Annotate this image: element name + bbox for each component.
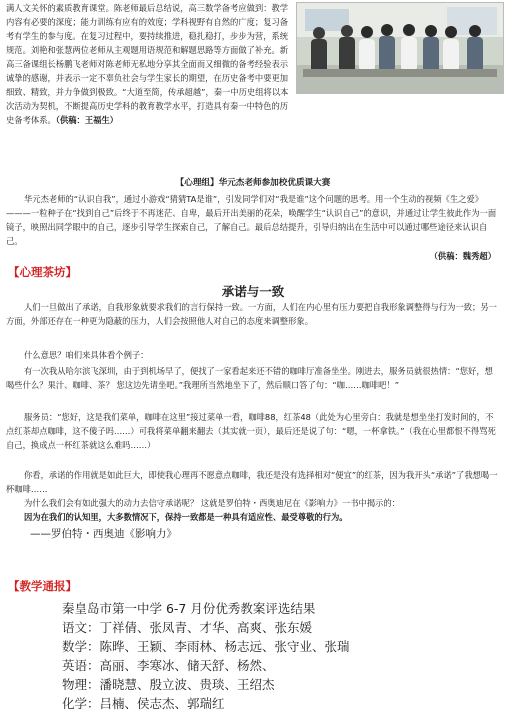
article-paragraph-1: 人们一旦做出了承诺，自我形象就要求我们的言行保持一致。一方面，人们在内心里有压力要把自我形象调整得与行为一致；另一方面，外部还存在一种更为隐蔽的压力，人们会按照他人对自己的态度来调整形象。 (6, 302, 497, 326)
psych-group-credit: （供稿：魏秀超） (429, 251, 496, 261)
list-item: 英语：高丽、李寒冰、储天舒、杨然、 (62, 658, 275, 673)
group-photo (296, 2, 504, 94)
list-item: 语文：丁祥倩、张凤青、才华、高爽、张东媛 (62, 620, 313, 635)
list-item: 物理：潘晓慧、殷立波、贵琰、王绍杰 (62, 677, 275, 692)
excellent-lesson-plan-list (62, 599, 502, 713)
article-author: ——罗伯特・西奥迪《影响力》 (30, 528, 177, 540)
list-item: 化学：吕楠、侯志杰、郭瑞红 (62, 696, 225, 711)
article-paragraph-5: 你看，承诺的作用就是如此巨大，即使我心理再不愿意点咖啡，我还是没有选择相对“便宜”的红茶，因为我开头“承诺”了我想喝一杯咖啡…… (6, 470, 498, 494)
bulletin-title: 秦皇岛市第一中学 6-7 月份优秀教案评选结果 (62, 601, 316, 616)
article-paragraph-3: 有一次我从哈尔滨飞深圳，由于到机场早了，便找了一家看起来还不错的咖啡厅准备坐坐。刚进去，服务员就很热情：“您好，想喝些什么？果汁、咖啡、茶？ 您这边先请坐吧。”我理所当然地坐下了，然后顺口答了句：“咖……咖啡吧！” (6, 366, 493, 390)
article-title: 承诺与一致 (221, 284, 285, 299)
article-paragraph-4: 服务员：“您好，这是我们菜单，咖啡在这里”接过菜单一看，咖啡88，红茶48（此处为心里旁白：我就是想坐坐打发时间的，不点红茶却点咖啡，这不傻子吗……）可我将菜单翻来翻去（其实就一页），最后还是说了句：“嗯，一杯拿铁。”（我在心里都恨不得骂死自己，换成点一杯红茶就这么难吗……） (6, 412, 496, 450)
history-credit: （供稿：王福生） (55, 115, 119, 125)
psych-group-paragraph: 华元杰老师的“认识自我”，通过小游戏“猜猜TA是谁”，引发同学们对“我是谁”这个问题的思考。用一个生动的视频《生之爱》———一粒种子在“找到自己”后终于不再迷茫、自卑，最后开出美丽的花朵，唤醒学生“认识自己”的意识，并通过让学生彼此作为一面镜子，映照出同学眼中的自己，逐步引导学生探索自己，了解自己。最后总结提升，引导归纳出在生活中可以通过哪些途径来认识自己。 (6, 194, 497, 246)
article-quote: 因为在我们的认知里，大多数情况下，保持一致都是一种具有适应性、最受尊敬的行为。 (24, 512, 348, 522)
article-paragraph-2: 什么意思？咱们来具体看个例子： (24, 350, 149, 360)
section-tea-house: 【心理茶坊】 (8, 265, 77, 279)
article-paragraph-6: 为什么我们会有如此强大的动力去信守承诺呢？ 这就是罗伯特・西奥迪尼在《影响力》一书中揭示的： (24, 498, 401, 508)
psych-group-heading: 【心理组】华元杰老师参加校优质课大赛 (175, 178, 331, 188)
section-teaching-bulletin: 【教学通报】 (8, 579, 77, 593)
history-summary-paragraph: 满人文关怀的素质教育课堂。陈老师最后总结说，高三数学备考应做到：教学内容有必要的深度；能力训练有应有的效度；学科视野有自然的广度；复习备考有学生的参与度。在复习过程中，要持续推进，稳扎稳打，步步为营，系统规范。刘艳和张慧两位老师从主观题用语规范和解题思路等方面做了补充。新高三备课组长杨鹏飞老师对陈老师无私地分享其全面而又细微的备考经验表示诚挚的感谢，并表示一定不辜负社会与学生家长的期望，在历史备考中要更加细致、精致，并力争做到极致。“大道至简，传承超越”，秦一中历史组将以本次活动为契机，不断提高历史学科的教育教学水平，打造具有秦一中特色的历史备考体系。（供稿：王福生） (6, 3, 289, 125)
list-item: 数学：陈晔、王颖、李雨林、杨志远、张守业、张瑞 (62, 639, 350, 654)
